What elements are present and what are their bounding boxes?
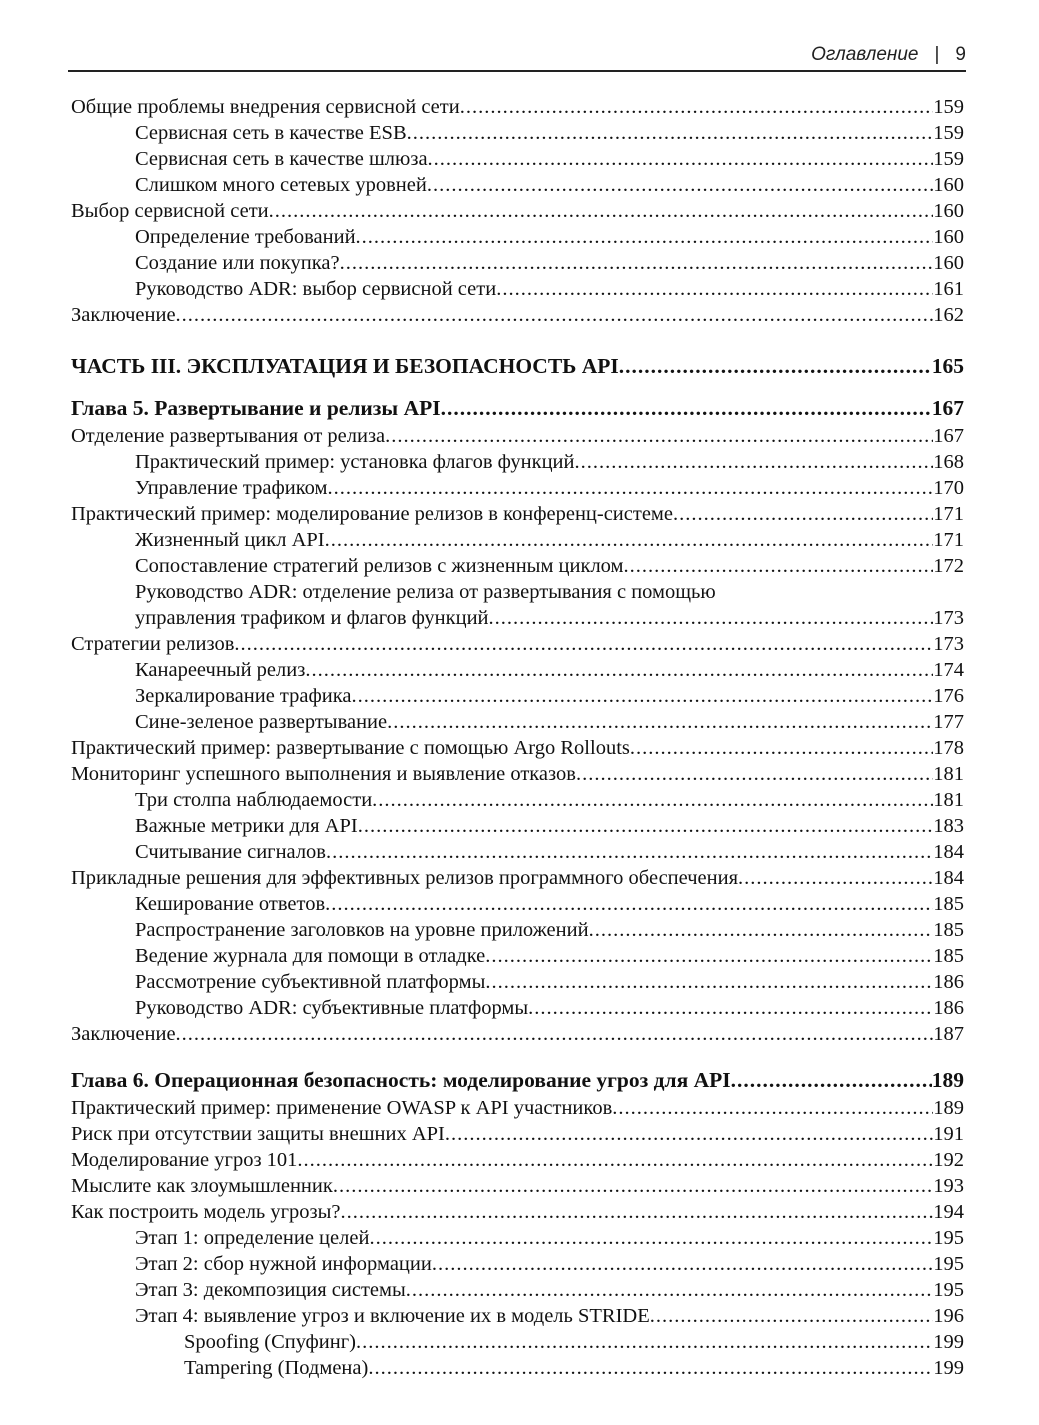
- toc-entry[interactable]: Практический пример: установка флагов функций ..... 168: [71, 449, 964, 475]
- toc-entry[interactable]: Как построить модель угрозы? ..... 194: [71, 1199, 964, 1225]
- toc-entry[interactable]: Моделирование угроз 101 ..... 192: [71, 1147, 964, 1173]
- toc-entry-multiline-first[interactable]: Руководство ADR: отделение релиза от развертывания с помощью: [135, 581, 716, 603]
- toc-entry[interactable]: Считывание сигналов ..... 184: [71, 839, 964, 865]
- header-section-title: Оглавление: [811, 44, 919, 65]
- toc-entry[interactable]: Сине-зеленое развертывание ..... 177: [71, 709, 964, 735]
- toc-entry[interactable]: Заключение ..... 162: [71, 302, 964, 328]
- toc-entry[interactable]: Прикладные решения для эффективных релизов программного обеспечения ..... 184: [71, 865, 964, 891]
- toc-entry[interactable]: Важные метрики для API ..... 183: [71, 813, 964, 839]
- toc-entry[interactable]: Мониторинг успешного выполнения и выявление отказов ..... 181: [71, 761, 964, 787]
- toc-entry[interactable]: Стратегии релизов ..... 173: [71, 631, 964, 657]
- toc-entry[interactable]: Общие проблемы внедрения сервисной сети ..... 159: [71, 94, 964, 120]
- toc-entry[interactable]: Рассмотрение субъективной платформы ..... 186: [71, 969, 964, 995]
- toc-entry[interactable]: Практический пример: развертывание с помощью Argo Rollouts ..... 178: [71, 735, 964, 761]
- table-of-contents: [71, 94, 964, 1381]
- toc-entry-multiline-last[interactable]: управления трафиком и флагов функций ..... 173: [71, 605, 964, 631]
- toc-entry[interactable]: Этап 4: выявление угроз и включение их в модель STRIDE ..... 196: [71, 1303, 964, 1329]
- toc-entry[interactable]: Кеширование ответов ..... 185: [71, 891, 964, 917]
- toc-entry[interactable]: Tampering (Подмена) ..... 199: [71, 1355, 964, 1381]
- toc-entry[interactable]: Практический пример: применение OWASP к API участников ..... 189: [71, 1095, 964, 1121]
- toc-entry[interactable]: Управление трафиком ..... 170: [71, 475, 964, 501]
- toc-entry[interactable]: Этап 2: сбор нужной информации ..... 195: [71, 1251, 964, 1277]
- toc-entry[interactable]: Spoofing (Спуфинг) ..... 199: [71, 1329, 964, 1355]
- toc-entry[interactable]: Риск при отсутствии защиты внешних API ..... 191: [71, 1121, 964, 1147]
- header-rule: [68, 70, 966, 72]
- toc-entry[interactable]: Сервисная сеть в качестве шлюза ..... 159: [71, 146, 964, 172]
- toc-chapter-heading[interactable]: Глава 5. Развертывание и релизы API ..... 167: [71, 393, 964, 423]
- toc-entry[interactable]: Заключение ..... 187: [71, 1021, 964, 1047]
- toc-entry[interactable]: Отделение развертывания от релиза ..... 167: [71, 423, 964, 449]
- toc-part-heading[interactable]: ЧАСТЬ III. ЭКСПЛУАТАЦИЯ И БЕЗОПАСНОСТЬ API ..... 165: [71, 349, 964, 383]
- toc-entry[interactable]: Выбор сервисной сети ..... 160: [71, 198, 964, 224]
- toc-entry[interactable]: Распространение заголовков на уровне приложений ..... 185: [71, 917, 964, 943]
- toc-entry[interactable]: Три столпа наблюдаемости ..... 181: [71, 787, 964, 813]
- toc-entry[interactable]: Этап 1: определение целей ..... 195: [71, 1225, 964, 1251]
- running-header: [68, 40, 966, 70]
- toc-entry[interactable]: Сопоставление стратегий релизов с жизненным циклом ..... 172: [71, 553, 964, 579]
- toc-entry[interactable]: Ведение журнала для помощи в отладке ..... 185: [71, 943, 964, 969]
- toc-entry[interactable]: Практический пример: моделирование релизов в конференц-системе ..... 171: [71, 501, 964, 527]
- header-page-number: 9: [955, 44, 966, 65]
- toc-entry[interactable]: Определение требований ..... 160: [71, 224, 964, 250]
- toc-entry[interactable]: Руководство ADR: выбор сервисной сети ..... 161: [71, 276, 964, 302]
- header-separator: |: [934, 44, 940, 65]
- toc-entry[interactable]: Сервисная сеть в качестве ESB ..... 159: [71, 120, 964, 146]
- toc-entry[interactable]: Зеркалирование трафика ..... 176: [71, 683, 964, 709]
- toc-chapter-heading[interactable]: Глава 6. Операционная безопасность: моделирование угроз для API ..... 189: [71, 1065, 964, 1095]
- toc-entry[interactable]: Слишком много сетевых уровней ..... 160: [71, 172, 964, 198]
- toc-entry[interactable]: Руководство ADR: субъективные платформы ..... 186: [71, 995, 964, 1021]
- toc-entry[interactable]: Жизненный цикл API ..... 171: [71, 527, 964, 553]
- toc-entry[interactable]: Этап 3: декомпозиция системы ..... 195: [71, 1277, 964, 1303]
- toc-entry[interactable]: Создание или покупка? ..... 160: [71, 250, 964, 276]
- toc-entry[interactable]: Мыслите как злоумышленник ..... 193: [71, 1173, 964, 1199]
- toc-entry[interactable]: Канареечный релиз ..... 174: [71, 657, 964, 683]
